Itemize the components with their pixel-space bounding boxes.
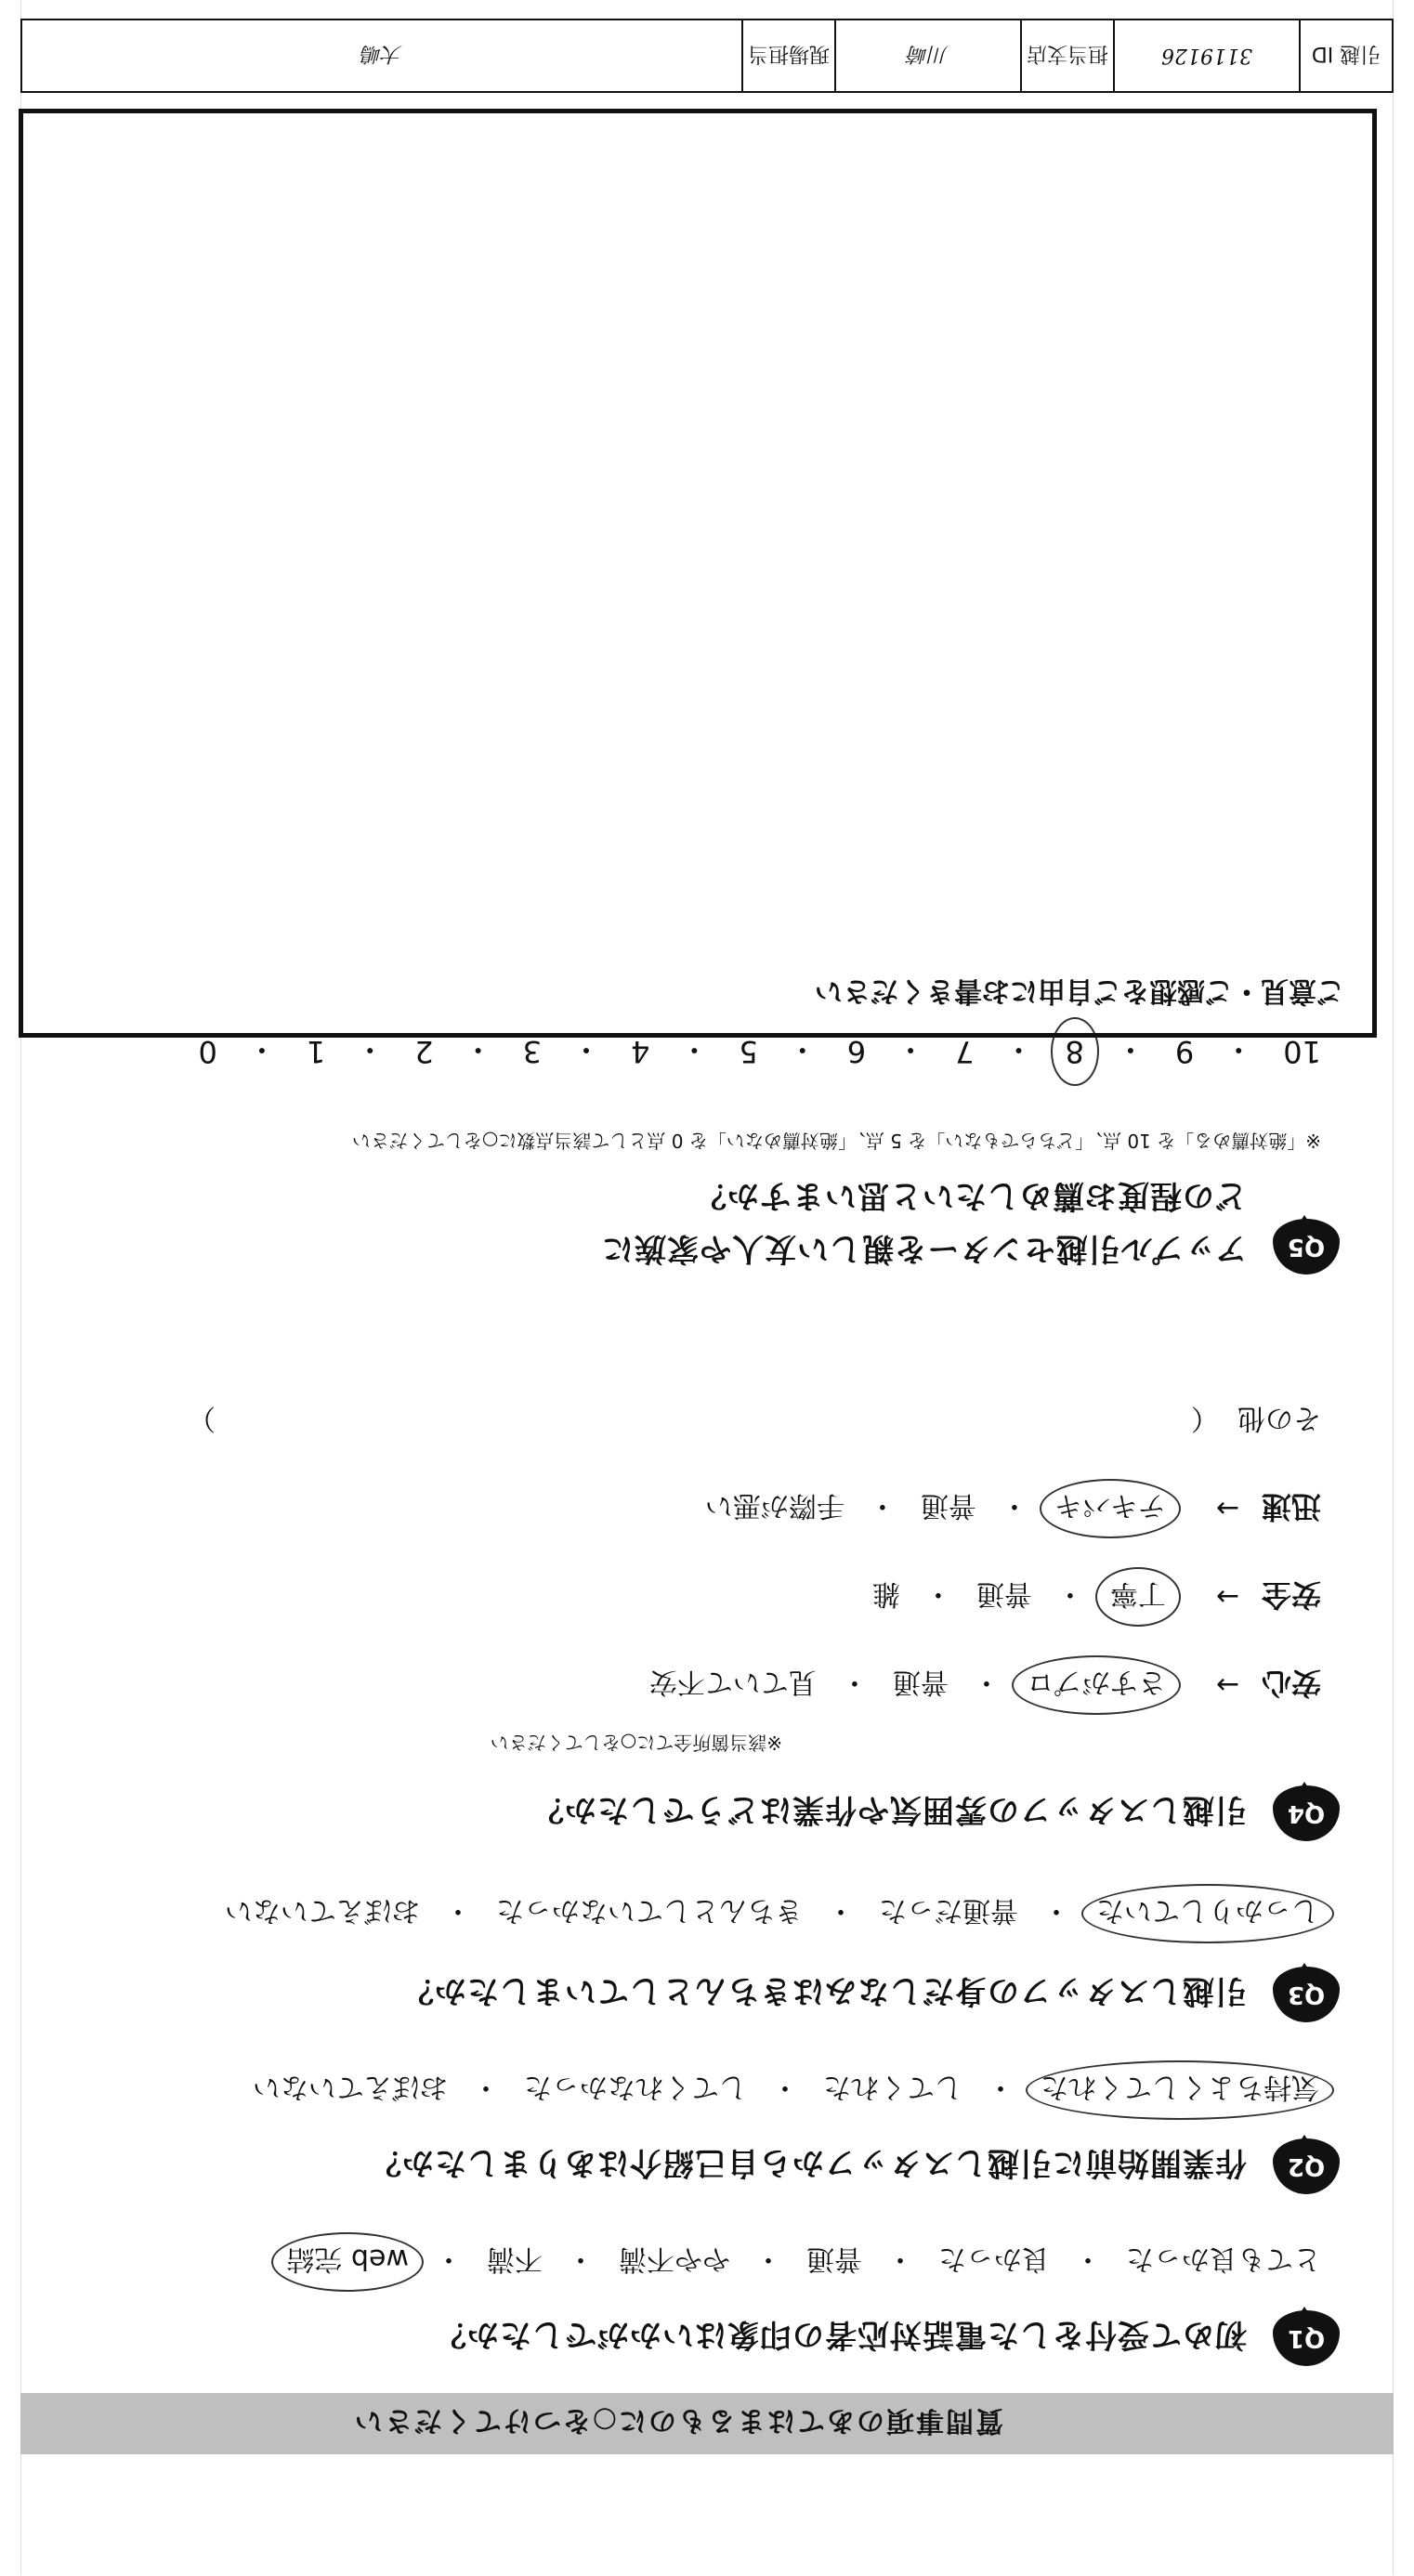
score-option[interactable]: 2 xyxy=(414,1034,434,1069)
leader-value: 大嶋 xyxy=(361,42,403,66)
q4-row-label: 安全 xyxy=(1261,1577,1321,1613)
q2-option-selected[interactable]: 気持ちよくしてくれた xyxy=(1026,2060,1334,2120)
q4-option[interactable]: 普通 xyxy=(920,1489,976,1522)
score-option[interactable]: 1 xyxy=(306,1034,326,1069)
q3-question xyxy=(401,1967,1340,2022)
score-option-selected[interactable]: 8 xyxy=(1051,1017,1099,1086)
branch-label: 担当支店 xyxy=(1020,20,1113,91)
q1-option[interactable]: やや不満 xyxy=(619,2243,730,2275)
q4-badge: Q4 xyxy=(1273,1785,1340,1841)
q1-badge: Q1 xyxy=(1273,2310,1340,2366)
q1-option-selected[interactable]: web 完結 xyxy=(271,2232,424,2292)
q5-text-line1: アップル引越センターを親しい友人や家族に xyxy=(601,1230,1247,1267)
q5-question xyxy=(601,1176,1340,1275)
q2-badge: Q2 xyxy=(1273,2138,1340,2194)
q4-option[interactable]: 雑 xyxy=(871,1577,900,1610)
q3-options: しっかりしていた ・ 普通だった ・ きちんとしていなかった ・ おぼえていない xyxy=(225,1893,1321,1934)
q3-option[interactable]: おぼえていない xyxy=(225,1894,420,1927)
q5-scale: 10 ・ 9 ・ 8 ・ 7 ・ 6 ・ 5 ・ 4 ・ 3 ・ 2 ・ 1 ・ 0 xyxy=(199,1014,1321,1089)
branch-value: 川崎 xyxy=(834,20,1020,91)
q5-text-line2: どの程度お薦めしたいと思いますか？ xyxy=(694,1177,1247,1214)
q3-option[interactable]: 普通だった xyxy=(879,1894,1018,1927)
q1-question xyxy=(434,2310,1340,2366)
instruction-text: 質問事項のあてはまるものに○をつけてください xyxy=(352,2404,1003,2437)
q2-options: 気持ちよくしてくれた ・ してくれた ・ してくれなかった ・ おぼえていない xyxy=(253,2070,1321,2111)
q4-row-anshin: 安心 → さすがプロ ・ 普通 ・ 見ていて不安 xyxy=(649,1664,1321,1706)
q4-text: 引越しスタッフの雰囲気や作業はどうでしたか？ xyxy=(531,1791,1247,1829)
q3-text: 引越しスタッフの身だしなみはきちんとしていましたか？ xyxy=(401,1972,1247,2010)
score-option[interactable]: 10 xyxy=(1283,1034,1321,1069)
q4-row-jinsoku: 迅速 → テキパキ ・ 普通 ・ 手際が悪い xyxy=(705,1487,1321,1530)
score-option[interactable]: 3 xyxy=(522,1034,543,1069)
score-option[interactable]: 9 xyxy=(1174,1034,1195,1069)
score-option[interactable]: 4 xyxy=(631,1034,650,1069)
q5-note: ※「絶対薦める」を 10 点、「どちらでもない」を 5 点、「絶対薦めない」を 0 点として該当点数に○をしてください xyxy=(351,1130,1321,1152)
instruction-banner xyxy=(20,2393,1394,2454)
arrow-icon: → xyxy=(1215,1580,1239,1614)
q4-other-close: ） xyxy=(188,1402,216,1434)
q3-option-selected[interactable]: しっかりしていた xyxy=(1081,1884,1334,1943)
score-option[interactable]: 0 xyxy=(198,1034,217,1069)
q2-option[interactable]: してくれなかった xyxy=(524,2071,747,2103)
q5-badge: Q5 xyxy=(1273,1219,1340,1275)
id-label: 引越 ID xyxy=(1299,20,1392,91)
q4-option-selected[interactable]: テキパキ xyxy=(1040,1479,1181,1538)
q4-row-anzen: 安全 → 丁寧 ・ 普通 ・ 雑 xyxy=(872,1576,1321,1618)
q1-option[interactable]: 良かった xyxy=(938,2243,1050,2275)
q4-other-open: （ xyxy=(1191,1402,1219,1434)
q4-option-selected[interactable]: さすがプロ xyxy=(1012,1655,1181,1715)
q2-question xyxy=(369,2138,1340,2194)
comment-title: ご意見・ご感想をご自由にお書きください xyxy=(815,974,1344,1007)
q4-option[interactable]: 見ていて不安 xyxy=(648,1666,817,1698)
q4-other-label: その他 xyxy=(1237,1402,1321,1434)
q1-option[interactable]: とても良かった xyxy=(1126,2243,1321,2275)
id-value: 3119126 xyxy=(1113,20,1299,91)
q4-option[interactable]: 手際が悪い xyxy=(704,1489,844,1522)
q4-row-label: 迅速 xyxy=(1261,1489,1321,1524)
q1-option[interactable]: 不満 xyxy=(487,2243,543,2275)
score-option[interactable]: 6 xyxy=(846,1034,867,1069)
q4-option[interactable]: 普通 xyxy=(975,1577,1032,1610)
q4-row-label: 安心 xyxy=(1261,1666,1321,1701)
q2-option[interactable]: おぼえていない xyxy=(253,2071,448,2103)
q1-option[interactable]: 普通 xyxy=(806,2243,862,2275)
staff-info-table xyxy=(20,19,1394,93)
q4-option[interactable]: 普通 xyxy=(892,1666,949,1698)
leader-label: 現場担当 xyxy=(741,20,834,91)
q3-option[interactable]: きちんとしていなかった xyxy=(496,1894,803,1927)
q2-option[interactable]: してくれた xyxy=(823,2071,962,2103)
q4-other xyxy=(48,1401,1321,1442)
q4-option-selected[interactable]: 丁寧 xyxy=(1095,1567,1181,1627)
q1-text: 初めて受付をした電話対応者の印象はいかがでしたか？ xyxy=(434,2316,1247,2354)
q4-question xyxy=(531,1785,1340,1841)
score-option[interactable]: 7 xyxy=(955,1034,975,1069)
arrow-icon: → xyxy=(1215,1492,1239,1525)
comment-box[interactable] xyxy=(19,109,1377,1038)
q3-badge: Q3 xyxy=(1273,1967,1340,2022)
arrow-icon: → xyxy=(1215,1668,1239,1702)
q4-note: ※該当箇所全てに○をしてください xyxy=(490,1732,782,1754)
score-option[interactable]: 5 xyxy=(739,1034,758,1069)
q1-options: とても良かった ・ 良かった ・ 普通 ・ やや不満 ・ 不満 ・ web 完結 xyxy=(284,2242,1321,2282)
q2-text: 作業開始前に引越しスタッフから自己紹介はありましたか？ xyxy=(369,2144,1247,2182)
